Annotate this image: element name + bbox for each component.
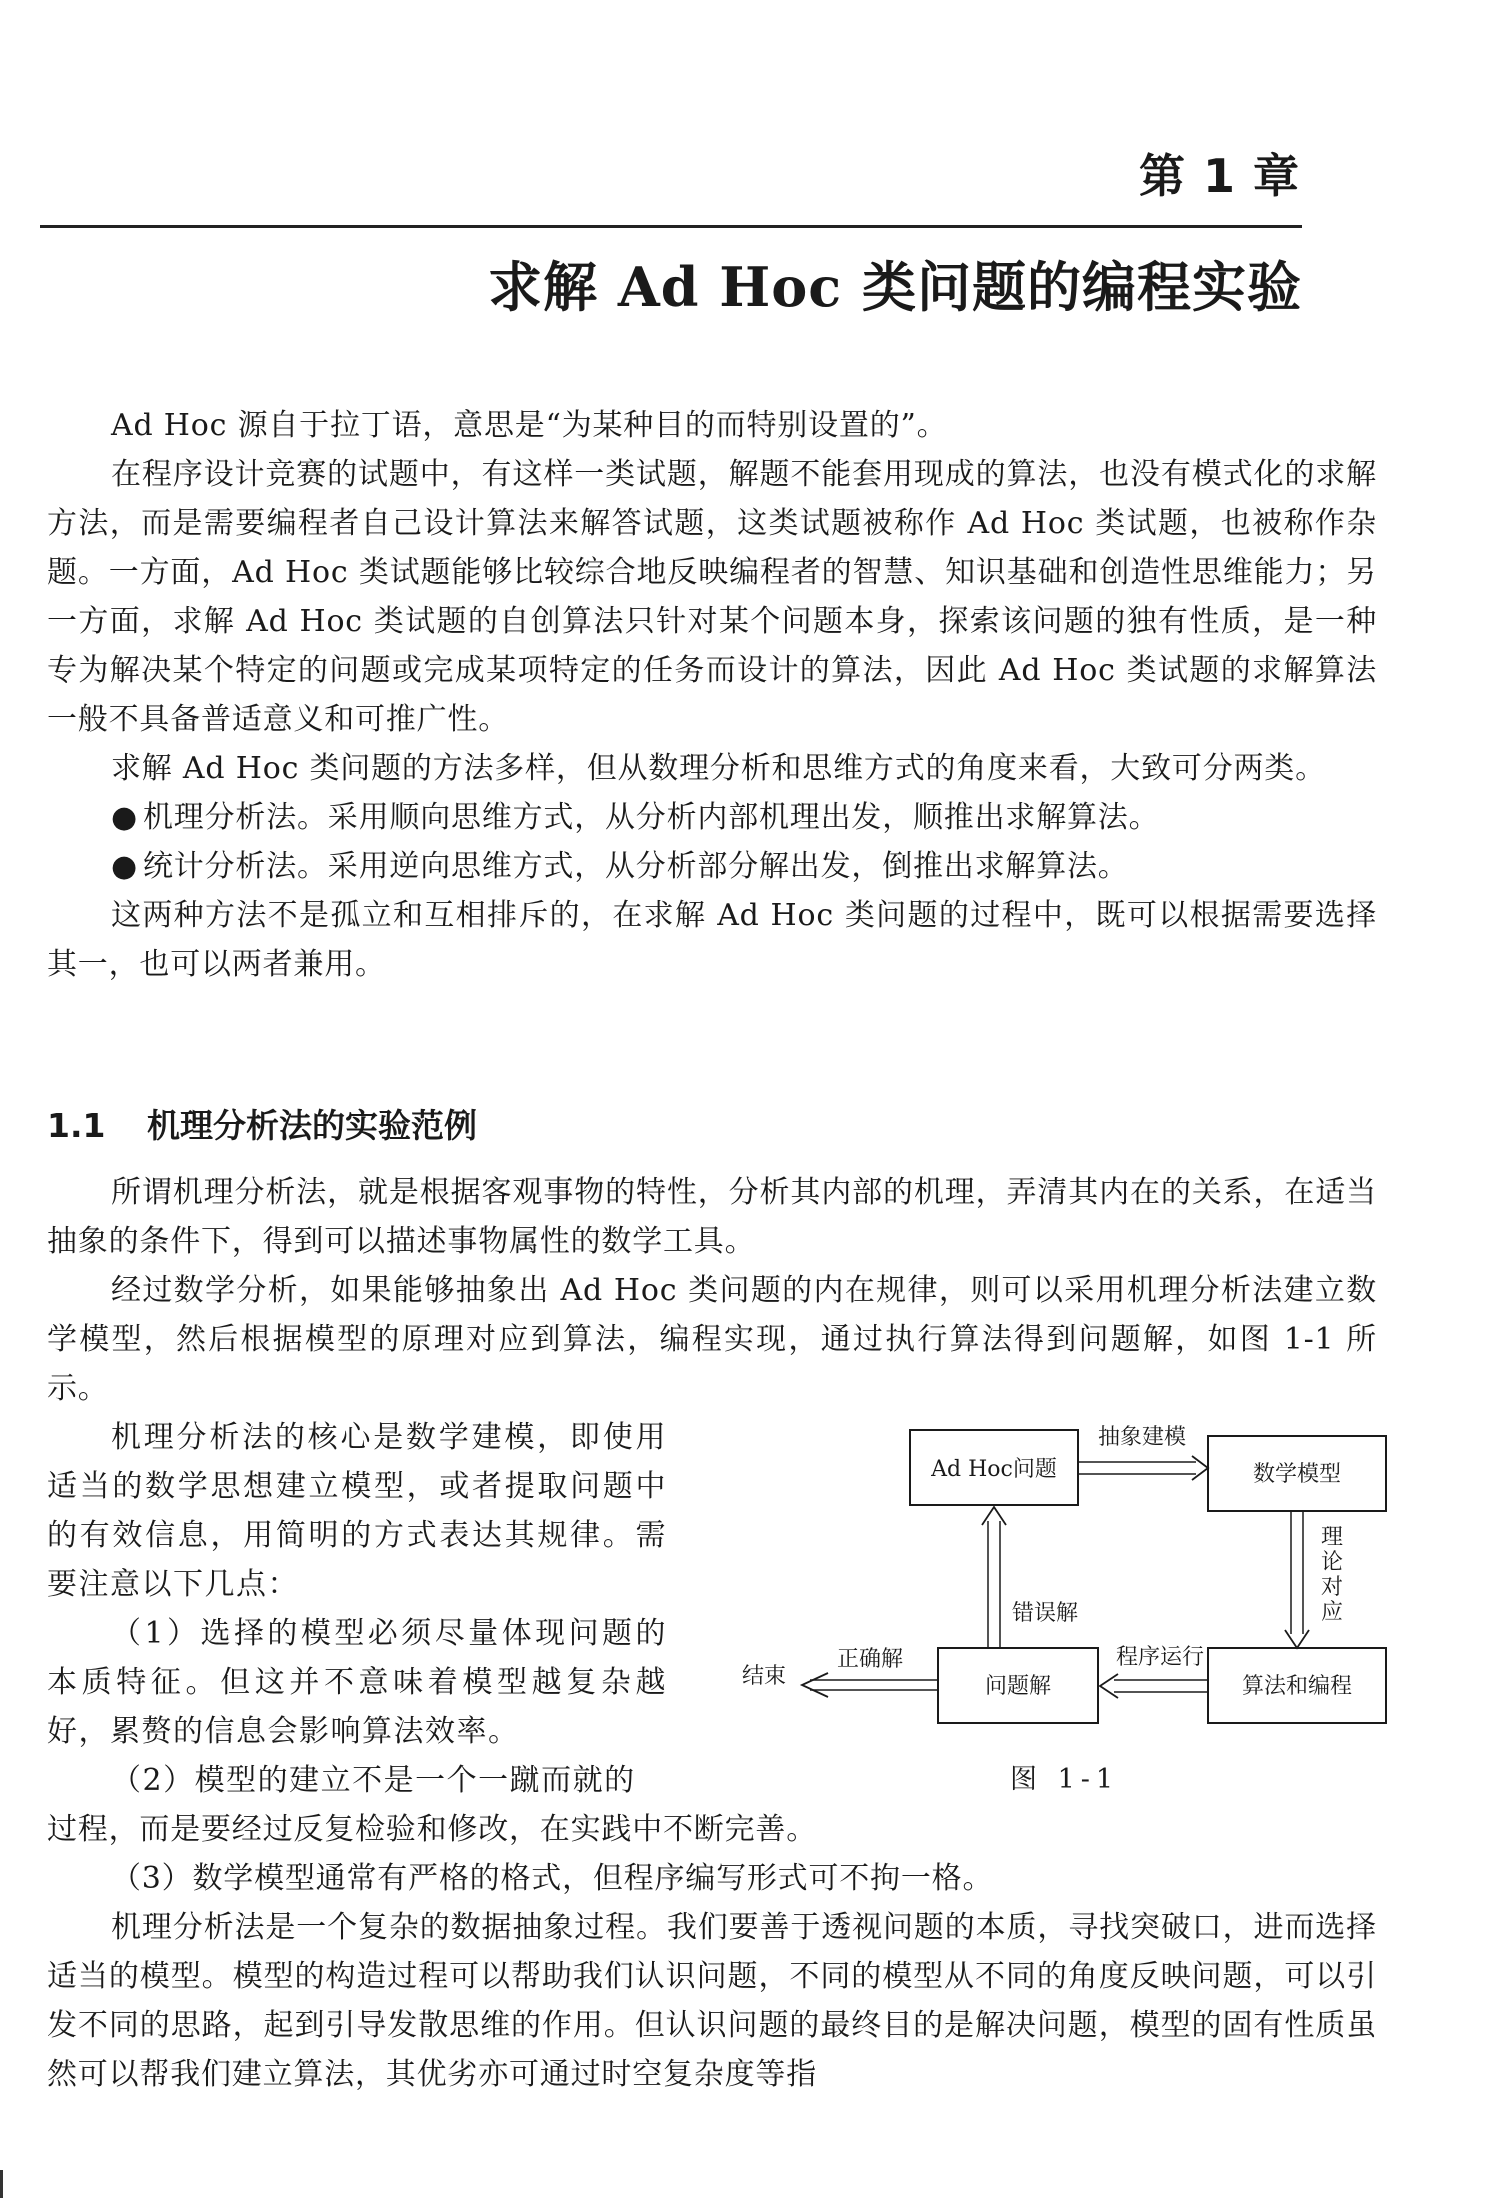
edge-abstract-arrow — [1078, 1456, 1208, 1480]
intro-block — [47, 401, 1377, 989]
side-paragraph-3: （2）模型的建立不是一个一蹴而就的 — [111, 1763, 636, 1798]
edge-theory-label-1: 理 — [1320, 1525, 1344, 1550]
edge-correct-label: 正确解 — [836, 1647, 904, 1672]
edge-abstract-label: 抽象建模 — [1097, 1425, 1187, 1450]
node-model-label: 数学模型 — [1252, 1462, 1342, 1487]
node-adhoc-label: Ad Hoc问题 — [931, 1457, 1057, 1482]
page-edge-mark — [0, 2170, 3, 2198]
edge-correct-arrow — [802, 1673, 938, 1697]
section-paragraph-1: 所谓机理分析法，就是根据客观事物的特性，分析其内部的机理，弄清其内在的关系，在适当抽象的条件下，得到可以描述事物属性的数学工具。 — [47, 1175, 1377, 1259]
edge-theory-label-3: 对 — [1320, 1575, 1344, 1600]
edge-wrong-arrow — [982, 1507, 1006, 1648]
chapter-title: 求解 Ad Hoc 类问题的编程实验 — [488, 255, 1302, 319]
edge-theory-label-4: 应 — [1320, 1600, 1344, 1625]
intro-paragraph-1: Ad Hoc 源自于拉丁语，意思是“为某种目的而特别设置的”。 — [111, 408, 948, 443]
edge-theory-arrow — [1285, 1511, 1309, 1648]
section-paragraph-2: 经过数学分析，如果能够抽象出 Ad Hoc 类问题的内在规律，则可以采用机理分析法建立数学模型，然后根据模型的原理对应到算法，编程实现，通过执行算法得到问题解，如图 1-1 所示。 — [47, 1273, 1377, 1406]
bullet-text: 机理分析法。采用顺向思维方式，从分析内部机理出发，顺推出求解算法。 — [143, 800, 1160, 835]
figure-diagram — [730, 1420, 1410, 1800]
node-algo-label: 算法和编程 — [1241, 1674, 1353, 1699]
edge-wrong-label: 错误解 — [1012, 1601, 1079, 1626]
node-solution-label: 问题解 — [984, 1674, 1052, 1699]
section-number: 1.1 — [47, 1106, 106, 1145]
chapter-label: 第 1 章 — [1138, 149, 1300, 203]
section-heading — [47, 1100, 477, 1147]
intro-paragraph-2: 在程序设计竞赛的试题中，有这样一类试题，解题不能套用现成的算法，也没有模式化的求解方法，而是需要编程者自己设计算法来解答试题，这类试题被称作 Ad Hoc 类试题，也被称作杂题。一方面，Ad Hoc 类试题能够比较综合地反映编程者的智慧、知识基础和创造性思维能力；另一方面，求解 Ad Hoc 类试题的自创算法只针对某个问题本身，探索该问题的独有性质，是一种专为解决某个特定的问题或完成某项特定的任务而设计的算法，因此 Ad Hoc 类试题的求解算法一般不具备普适意义和可推广性。 — [47, 457, 1377, 737]
bullet-dot-icon: ● — [111, 849, 138, 884]
section-title: 机理分析法的实验范例 — [147, 1106, 477, 1145]
edge-run-label: 程序运行 — [1115, 1645, 1205, 1670]
node-end-label: 结束 — [742, 1664, 787, 1689]
section-paragraph-4: （3）数学模型通常有严格的格式，但程序编写形式可不拘一格。 — [111, 1861, 994, 1896]
section-block-top — [47, 1168, 1377, 1413]
edge-run-arrow — [1100, 1674, 1208, 1698]
bullet-text: 统计分析法。采用逆向思维方式，从分析部分解出发，倒推出求解算法。 — [143, 849, 1129, 884]
intro-paragraph-3: 求解 Ad Hoc 类问题的方法多样，但从数理分析和思维方式的角度来看，大致可分两类。 — [111, 751, 1326, 786]
intro-paragraph-4: 这两种方法不是孤立和互相排斥的，在求解 Ad Hoc 类问题的过程中，既可以根据需要选择其一，也可以两者兼用。 — [47, 898, 1377, 982]
chapter-rule — [40, 225, 1302, 228]
bullet-item-statistics — [47, 842, 1377, 891]
bullet-item-mechanism — [47, 793, 1377, 842]
edge-theory-label-2: 论 — [1320, 1550, 1344, 1575]
side-paragraph-1: 机理分析法的核心是数学建模，即使用适当的数学思想建立模型，或者提取问题中的有效信息，用简明的方式表达其规律。需要注意以下几点： — [47, 1420, 667, 1602]
section-block-bottom — [47, 1805, 1377, 2099]
figure-caption: 图 1-1 — [1010, 1764, 1120, 1795]
section-paragraph-5: 机理分析法是一个复杂的数据抽象过程。我们要善于透视问题的本质，寻找突破口，进而选择适当的模型。模型的构造过程可以帮助我们认识问题，不同的模型从不同的角度反映问题，可以引发不同的思路，起到引导发散思维的作用。但认识问题的最终目的是解决问题，模型的固有性质虽然可以帮我们建立算法，其优劣亦可通过时空复杂度等指 — [47, 1910, 1377, 2092]
side-paragraph-2: （1）选择的模型必须尽量体现问题的本质特征。但这并不意味着模型越复杂越好，累赘的信息会影响算法效率。 — [47, 1616, 667, 1749]
bullet-dot-icon: ● — [111, 800, 138, 835]
side-text-block — [47, 1413, 667, 1805]
section-paragraph-3-cont: 过程，而是要经过反复检验和修改，在实践中不断完善。 — [47, 1812, 817, 1847]
